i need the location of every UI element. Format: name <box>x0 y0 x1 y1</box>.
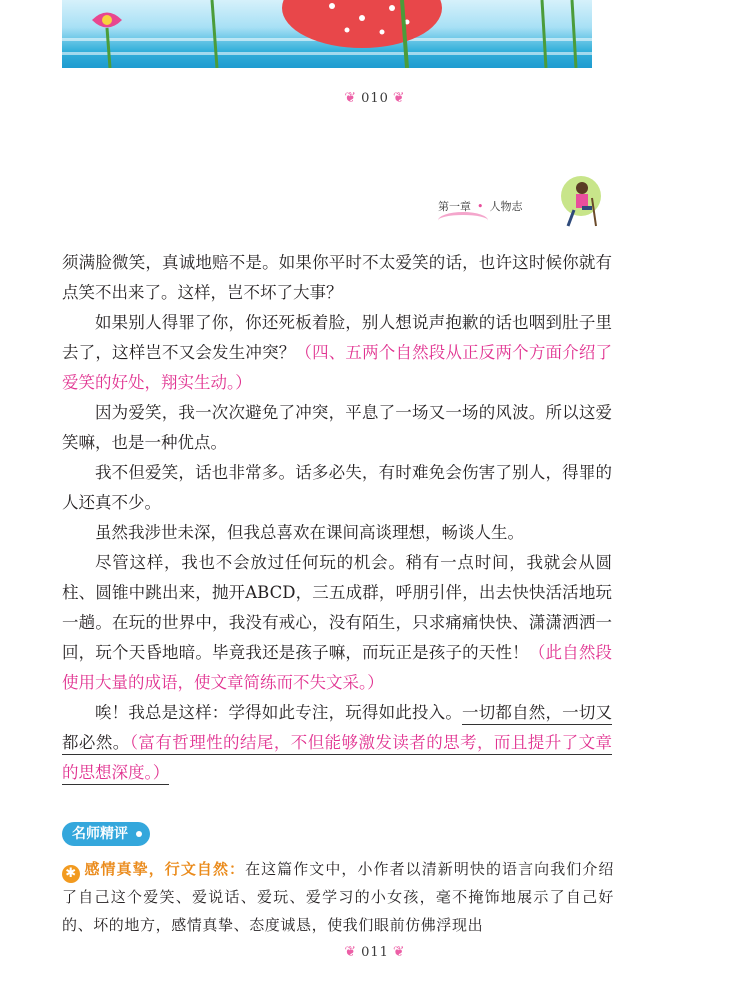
page-number-text: 010 <box>361 91 389 106</box>
annotation-comment: （四、五两个自然段从正反两个方面介绍了爱笑的好处，翔实生动。） <box>62 343 612 392</box>
paragraph <box>62 398 612 458</box>
badge-dot-icon <box>136 831 142 837</box>
wing-icon: ❦ <box>392 90 406 106</box>
wing-icon: ❦ <box>392 944 406 960</box>
review-badge <box>62 822 150 846</box>
paragraph-text: 我不但爱笑，话也非常多。话多必失，有时难免会伤害了别人，得罪的人还真不少。 <box>62 463 612 512</box>
paragraph <box>62 548 612 698</box>
paragraph <box>62 458 612 518</box>
paragraph-text: 尽管这样，我也不会放过任何玩的机会。稍有一点时间，我就会从圆柱、圆锥中跳出来，抛开ABCD，三五成群，呼朋引伴，出去快快活活地玩一趟。在玩的世界中，我没有戒心，没有陌生，只求痛痛快快、潇潇洒洒一回，玩个天昏地暗。毕竟我还是孩子嘛，而玩正是孩子的天性！ <box>62 553 612 662</box>
paragraph-text: 如果别人得罪了你，你还死板着脸，别人想说声抱歉的话也咽到肚子里去了，这样岂不又会发生冲突？ <box>62 313 612 362</box>
paragraph <box>62 308 612 398</box>
header-swoosh <box>438 212 488 229</box>
annotation-comment: （富有哲理性的结尾，不但能够激发读者的思考，而且提升了文章的思想深度。） <box>62 733 612 785</box>
article-body <box>62 248 612 788</box>
review-badge-label: 名师精评 <box>72 826 128 842</box>
page-number-top <box>0 90 750 106</box>
paragraph-text: 因为爱笑，我一次次避免了冲突，平息了一场又一场的风波。所以这爱笑嘛，也是一种优点。 <box>62 403 612 452</box>
underlined-text: 一切都自然，一切又都必然。 <box>62 703 612 755</box>
paragraph <box>62 248 612 308</box>
header-dot-icon: • <box>477 200 484 213</box>
asterisk-icon: ✱ <box>62 865 80 883</box>
paragraph-text: 唉！我总是这样：学得如此专注，玩得如此投入。 <box>95 703 463 722</box>
section-label: 人物志 <box>489 200 523 213</box>
top-illustration <box>62 0 592 68</box>
review-text: 在这篇作文中，小作者以清新明快的语言向我们介绍了自己这个爱笑、爱说话、爱玩、爱学习的小女孩，毫不掩饰地展示了自己好的、坏的地方，感情真挚、态度诚恳，使我们眼前仿佛浮现出 <box>62 860 614 934</box>
paragraph <box>62 518 612 548</box>
wing-icon: ❦ <box>344 90 358 106</box>
girl-reading-icon <box>552 176 610 228</box>
review-lead: 感情真挚，行文自然： <box>84 860 246 878</box>
page-number-bottom <box>0 944 750 960</box>
review-text-block <box>62 855 614 939</box>
final-paragraph <box>62 698 612 788</box>
annotation-comment: （此自然段使用大量的成语，使文章简练而不失文采。） <box>62 643 612 692</box>
flower-mushroom-illustration <box>62 0 592 68</box>
page-number-text: 011 <box>361 945 389 960</box>
paragraph-text: 虽然我涉世未深，但我总喜欢在课间高谈理想，畅谈人生。 <box>95 523 524 542</box>
wing-icon: ❦ <box>344 944 358 960</box>
chapter-label: 第一章 <box>438 200 471 213</box>
paragraph-text: 须满脸微笑，真诚地赔不是。如果你平时不太爱笑的话，也许这时候你就有点笑不出来了。这样，岂不坏了大事？ <box>62 253 612 302</box>
